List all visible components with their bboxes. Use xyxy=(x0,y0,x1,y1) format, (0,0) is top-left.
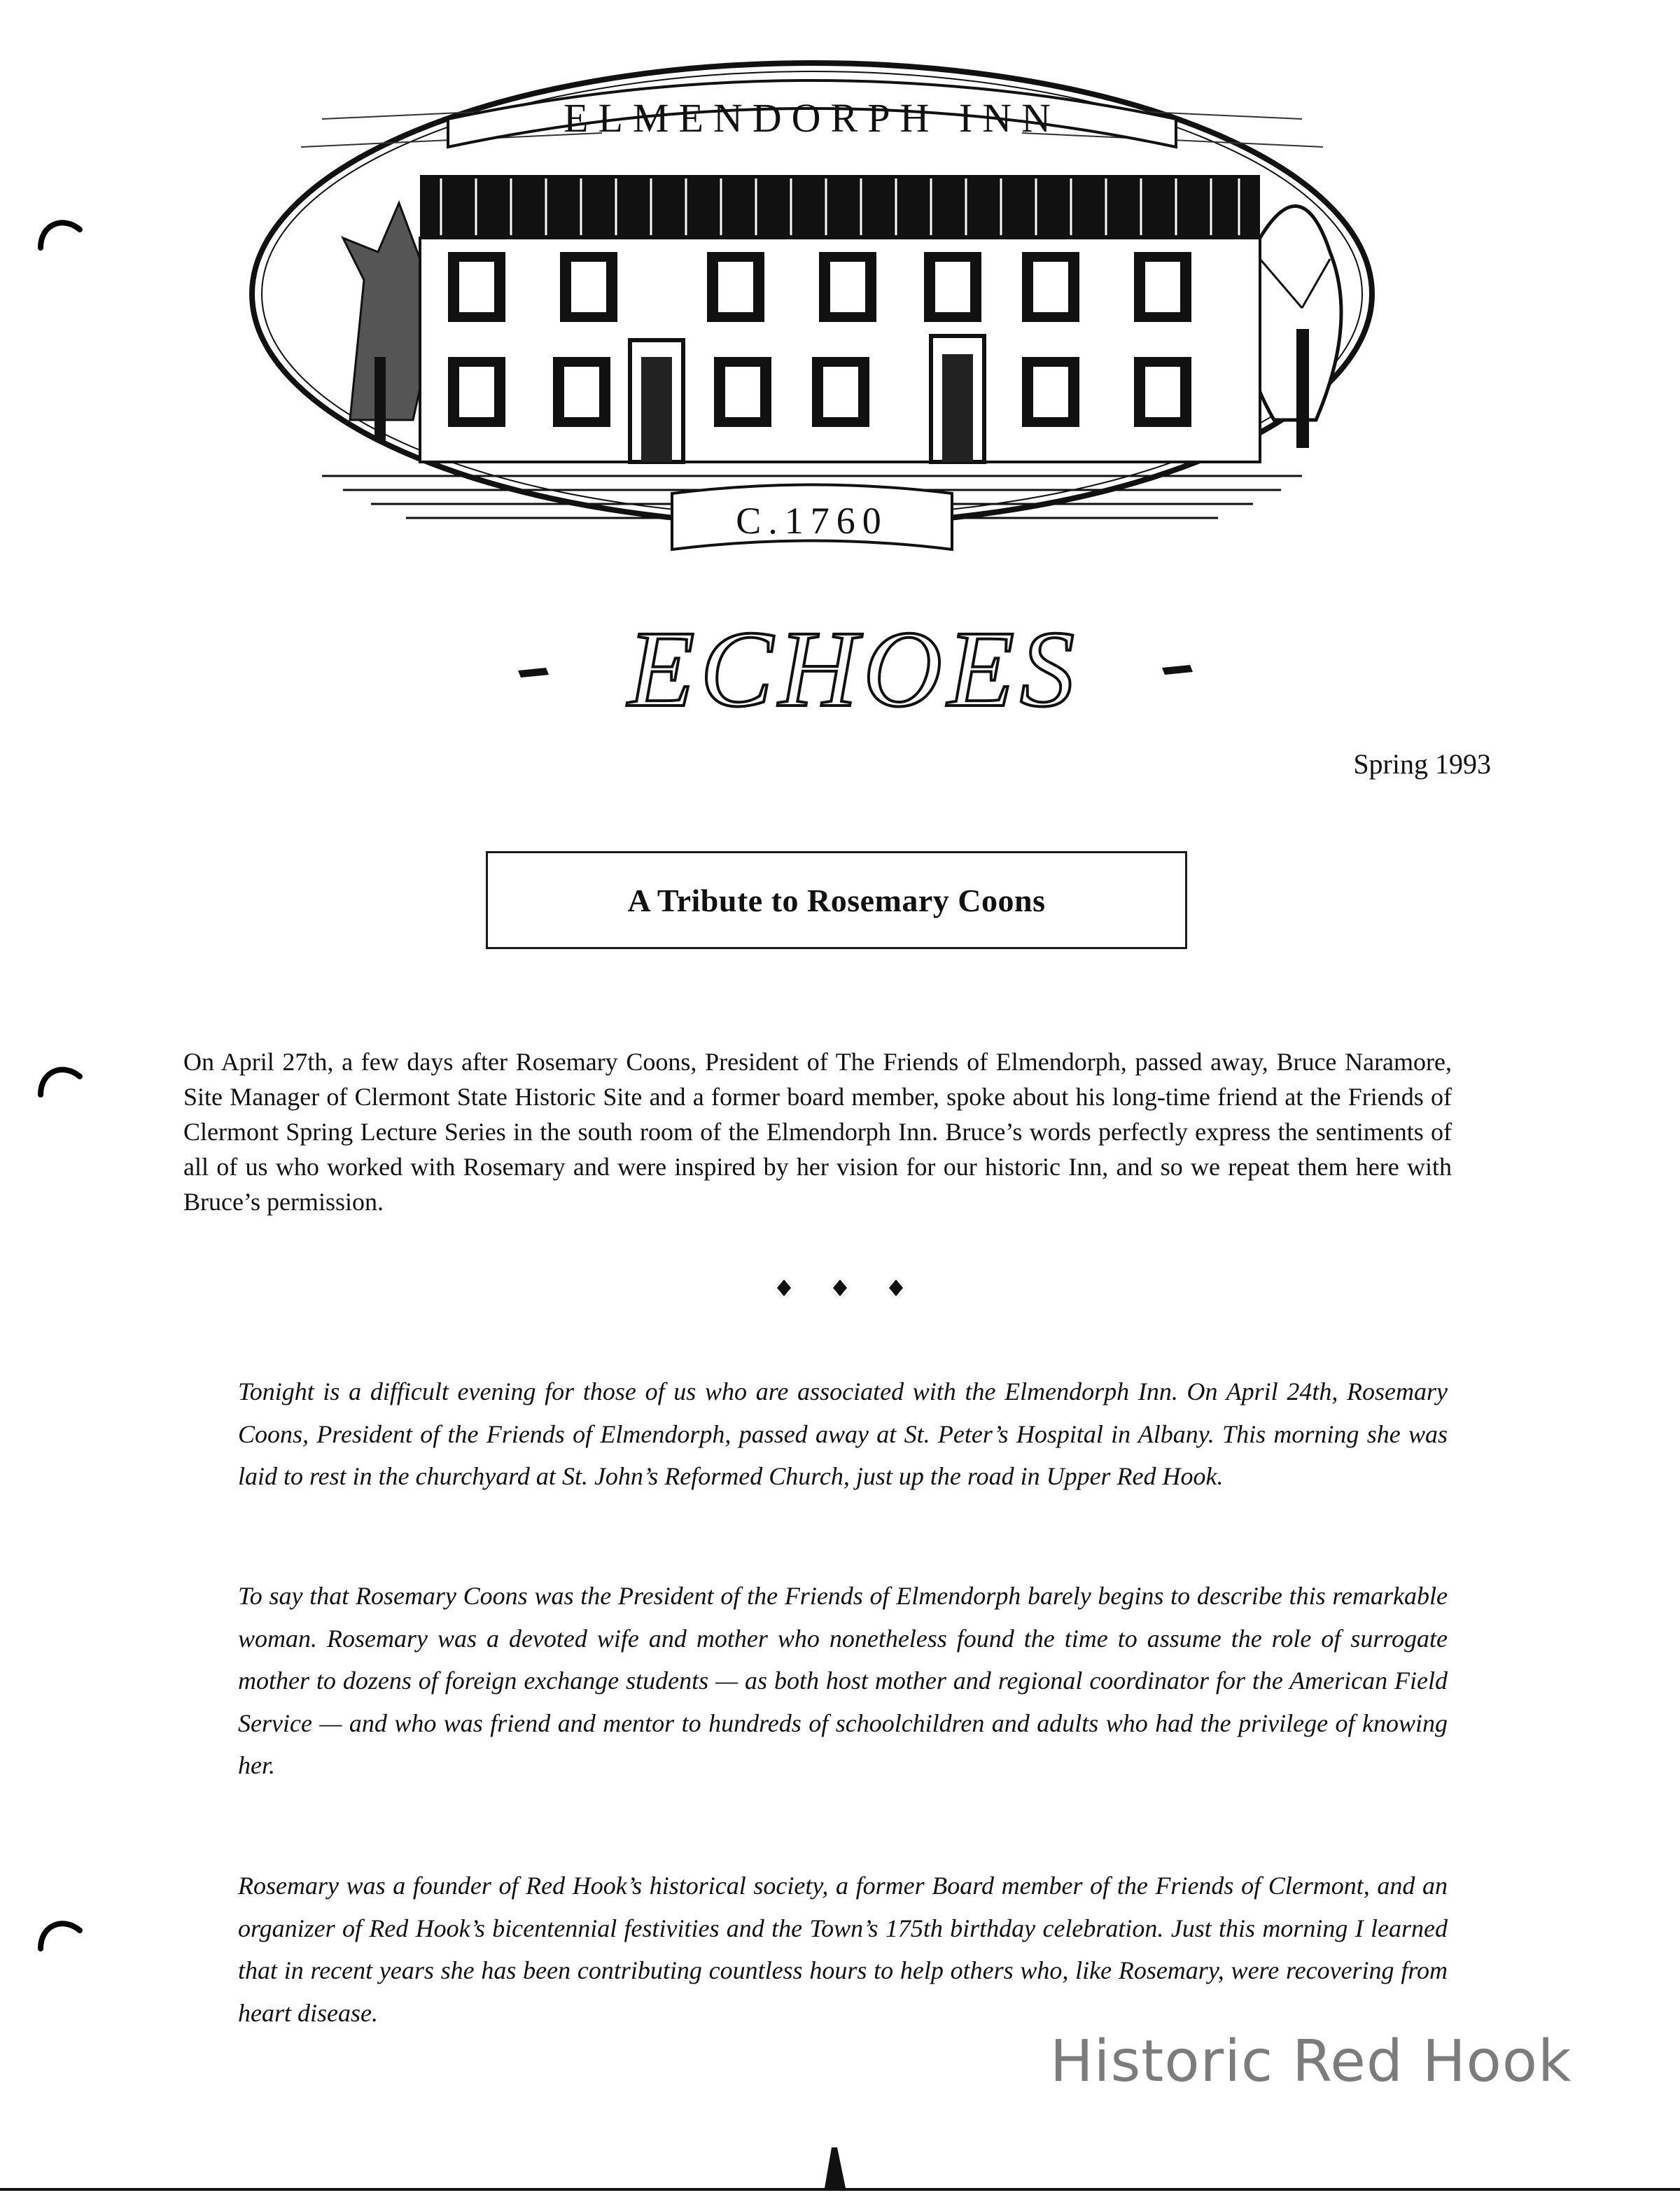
title-dash-left xyxy=(518,668,549,678)
article-title-box xyxy=(486,851,1187,949)
article-title: A Tribute to Rosemary Coons xyxy=(627,882,1046,918)
diamond-separator xyxy=(770,1274,910,1302)
page-bottom-rule xyxy=(0,2142,1680,2195)
binder-hole-mark xyxy=(35,1056,84,1098)
speech-paragraph-3: Rosemary was a founder of Red Hook’s historical society, a former Board member of the Friends of Clermont, and an organizer of Red Hook’s bicentennial festivities and the Town’s 175th birthday celebration. Just this morning I learned that in recent years she has been contributing countless hours to help others who, like Rosemary, were recovering from heart disease. xyxy=(238,1872,1448,2027)
intro-paragraph: On April 27th, a few days after Rosemary Coons, President of The Friends of Elmendorph, passed away, Bruce Naramore, Site Manager of Clermont State Historic Site and a former board member, spoke about his long-time friend at the Friends of Clermont Spring Lecture Series in the south room of the Elmendorph Inn. Bruce’s words perfectly express the sentiments of all of us who worked with Rosemary and were inspired by her vision for our historic Inn, and so we repeat them here with Bruce’s permission. xyxy=(183,1048,1452,1216)
speech-paragraph-1: Tonight is a difficult evening for those of us who are associated with the Elmendorph Inn. On April 24th, Rosemary Coons, President of the Friends of Elmendorph, passed away at St. Peter’s Hospital in Albany. This morning she was laid to rest in the churchyard at St. John’s Reformed Church, just up the road in Upper Red Hook. xyxy=(238,1377,1448,1490)
newsletter-title xyxy=(504,601,1204,727)
binder-hole-mark xyxy=(35,1909,84,1951)
newsletter-title-text: ECHOES xyxy=(628,608,1080,727)
speech-paragraph-2: To say that Rosemary Coons was the President of the Friends of Elmendorph barely begins to describe this remarkable woman. Rosemary was a devoted wife and mother who nonetheless found the time to assume the role of surrogate mother to dozens of foreign exchange students — as both host mother and regional coordinator for the American Field Service — and who was friend and mentor to hundreds of schoolchildren and adults who had the privilege of knowing her. xyxy=(238,1582,1448,1779)
founding-date-text: C.1760 xyxy=(736,500,888,542)
issue-date: Spring 1993 xyxy=(1353,748,1491,780)
inn-name-text: ELMENDORPH INN xyxy=(564,95,1060,141)
elmendorph-inn-masthead-illustration xyxy=(238,28,1386,581)
watermark: Historic Red Hook xyxy=(1050,2028,1572,2095)
binder-hole-mark xyxy=(35,209,84,251)
title-dash-right xyxy=(1162,665,1193,675)
